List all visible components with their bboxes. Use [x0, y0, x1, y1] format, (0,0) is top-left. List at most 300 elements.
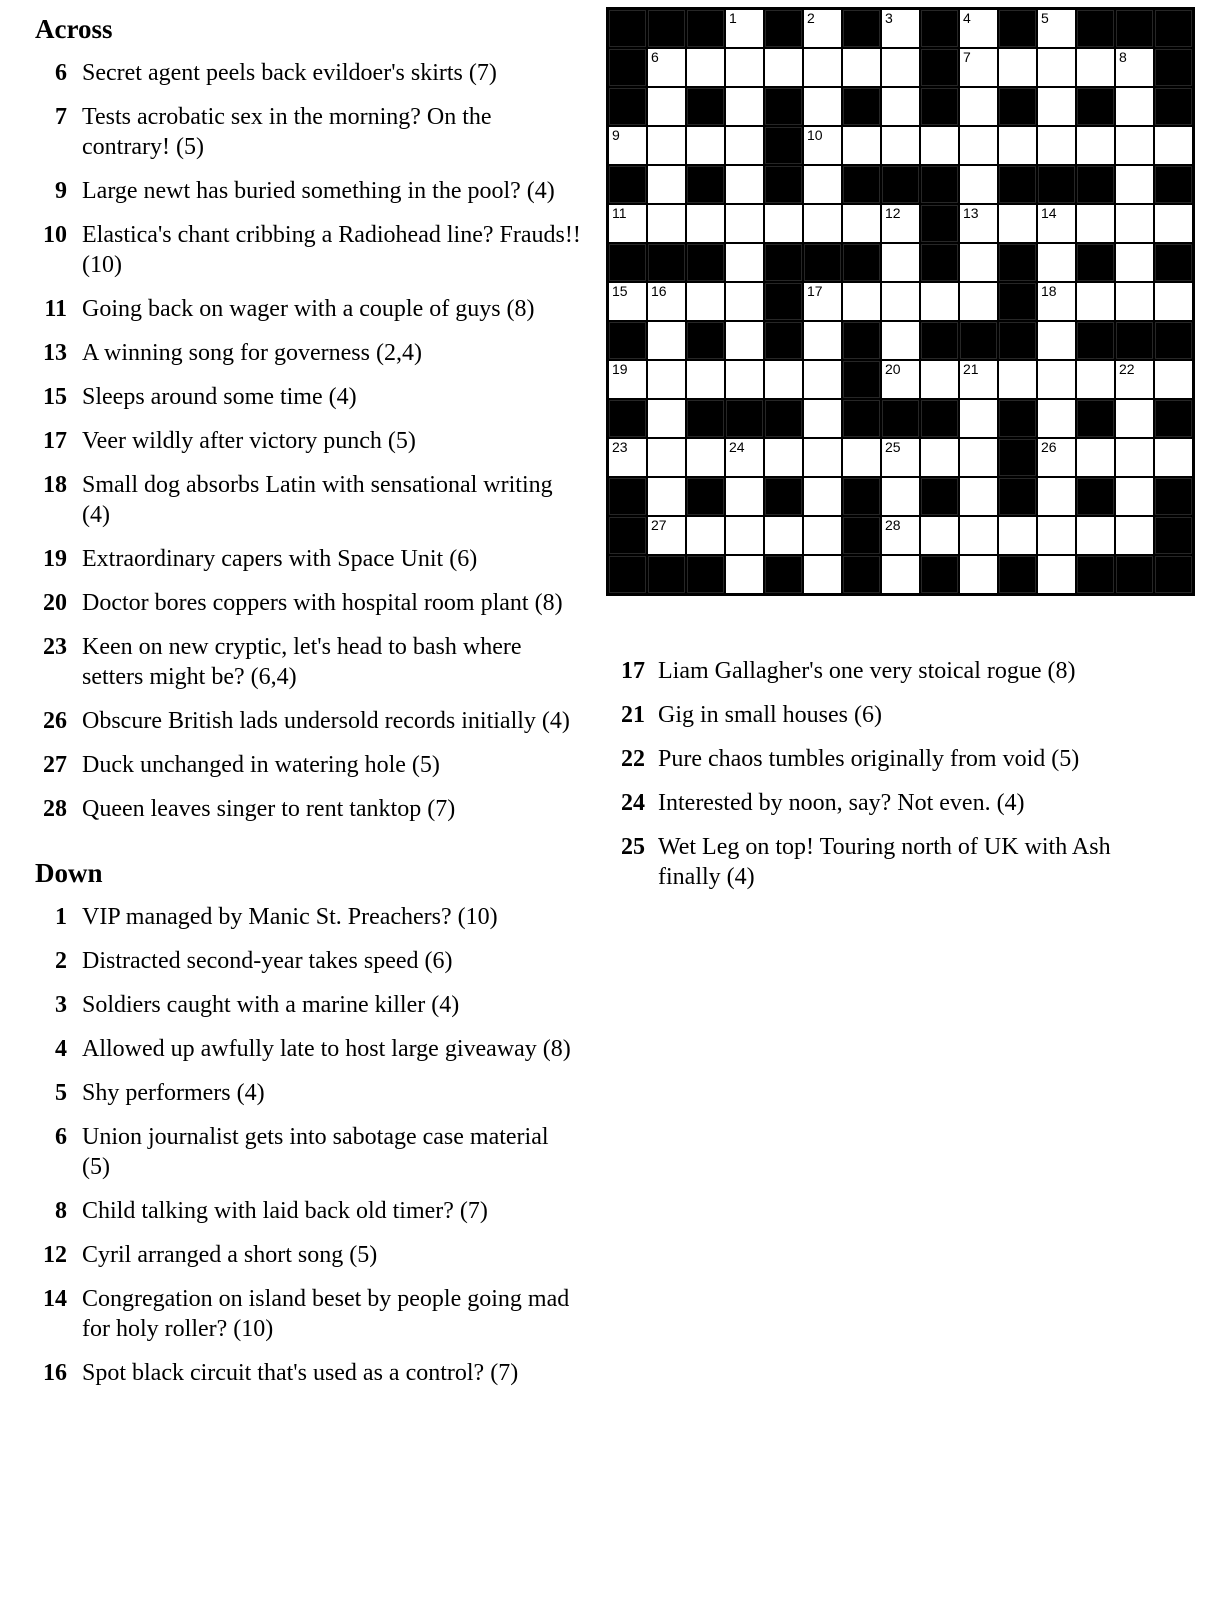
white-cell-r12c9[interactable] [921, 439, 958, 476]
clue-number: 17 [43, 428, 67, 454]
black-cell-r1c3 [687, 10, 724, 47]
white-cell-r8c15[interactable] [1155, 283, 1192, 320]
clue-across-17 [25, 426, 585, 456]
white-cell-r2c13[interactable] [1077, 49, 1114, 86]
black-cell-r1c5 [765, 10, 802, 47]
white-cell-r3c10[interactable] [960, 88, 997, 125]
white-cell-r14c10[interactable] [960, 517, 997, 554]
clue-text: Small dog absorbs Latin with sensational writing (4) [82, 472, 553, 528]
white-cell-r6c14[interactable] [1116, 205, 1153, 242]
white-cell-r14c3[interactable] [687, 517, 724, 554]
white-cell-r2c12[interactable] [1038, 49, 1075, 86]
white-cell-r13c8[interactable] [882, 478, 919, 515]
clue-down-12 [25, 1240, 585, 1270]
clue-across-11 [25, 294, 585, 324]
white-cell-r6c6[interactable] [804, 205, 841, 242]
white-cell-r15c4[interactable] [726, 556, 763, 593]
cell-number-28: 28 [885, 517, 901, 533]
white-cell-r14c5[interactable] [765, 517, 802, 554]
white-cell-r14c9[interactable] [921, 517, 958, 554]
black-cell-r1c1 [609, 10, 646, 47]
clue-number: 13 [43, 340, 67, 366]
cell-number-20: 20 [885, 361, 901, 377]
clue-text: Cyril arranged a short song (5) [82, 1242, 378, 1268]
black-cell-r8c11 [999, 283, 1036, 320]
clue-text: Interested by noon, say? Not even. (4) [658, 790, 1025, 816]
clue-down-5 [25, 1078, 585, 1108]
white-cell-r4c2[interactable] [648, 127, 685, 164]
cell-number-25: 25 [885, 439, 901, 455]
white-cell-r7c14[interactable] [1116, 244, 1153, 281]
black-cell-r7c9 [921, 244, 958, 281]
white-cell-r13c12[interactable] [1038, 478, 1075, 515]
black-cell-r13c9 [921, 478, 958, 515]
clue-across-13 [25, 338, 585, 368]
white-cell-r14c13[interactable] [1077, 517, 1114, 554]
white-cell-r3c2[interactable] [648, 88, 685, 125]
clue-text: Union journalist gets into sabotage case material (5) [82, 1124, 549, 1180]
white-cell-r12c3[interactable] [687, 439, 724, 476]
white-cell-r10c12[interactable] [1038, 361, 1075, 398]
white-cell-r6c10[interactable] [960, 205, 997, 242]
black-cell-r11c13 [1077, 400, 1114, 437]
black-cell-r13c11 [999, 478, 1036, 515]
white-cell-r6c4[interactable] [726, 205, 763, 242]
white-cell-r10c11[interactable] [999, 361, 1036, 398]
white-cell-r12c6[interactable] [804, 439, 841, 476]
white-cell-r8c4[interactable] [726, 283, 763, 320]
white-cell-r7c8[interactable] [882, 244, 919, 281]
white-cell-r11c12[interactable] [1038, 400, 1075, 437]
clue-column-left [25, 14, 585, 1402]
black-cell-r3c11 [999, 88, 1036, 125]
cell-number-6: 6 [651, 49, 659, 65]
white-cell-r14c11[interactable] [999, 517, 1036, 554]
white-cell-r5c2[interactable] [648, 166, 685, 203]
clue-down-1 [25, 902, 585, 932]
clue-number: 9 [55, 178, 67, 204]
black-cell-r12c11 [999, 439, 1036, 476]
white-cell-r10c6[interactable] [804, 361, 841, 398]
white-cell-r6c1[interactable] [609, 205, 646, 242]
white-cell-r6c13[interactable] [1077, 205, 1114, 242]
white-cell-r12c5[interactable] [765, 439, 802, 476]
black-cell-r15c15 [1155, 556, 1192, 593]
clue-number: 19 [43, 546, 67, 572]
white-cell-r4c8[interactable] [882, 127, 919, 164]
clue-text: Extraordinary capers with Space Unit (6) [82, 546, 478, 572]
white-cell-r13c2[interactable] [648, 478, 685, 515]
white-cell-r2c2[interactable] [648, 49, 685, 86]
white-cell-r2c6[interactable] [804, 49, 841, 86]
white-cell-r10c9[interactable] [921, 361, 958, 398]
black-cell-r14c7 [843, 517, 880, 554]
clue-number: 27 [43, 752, 67, 778]
black-cell-r9c5 [765, 322, 802, 359]
black-cell-r3c7 [843, 88, 880, 125]
white-cell-r4c1[interactable] [609, 127, 646, 164]
black-cell-r15c3 [687, 556, 724, 593]
cell-number-4: 4 [963, 10, 971, 26]
white-cell-r6c11[interactable] [999, 205, 1036, 242]
black-cell-r1c11 [999, 10, 1036, 47]
down-clue-list [25, 902, 585, 1388]
white-cell-r14c14[interactable] [1116, 517, 1153, 554]
black-cell-r15c5 [765, 556, 802, 593]
white-cell-r14c4[interactable] [726, 517, 763, 554]
cell-number-18: 18 [1041, 283, 1057, 299]
white-cell-r8c8[interactable] [882, 283, 919, 320]
clue-text: Wet Leg on top! Touring north of UK with Ash finally (4) [658, 834, 1111, 890]
white-cell-r7c10[interactable] [960, 244, 997, 281]
black-cell-r3c13 [1077, 88, 1114, 125]
black-cell-r9c14 [1116, 322, 1153, 359]
white-cell-r5c6[interactable] [804, 166, 841, 203]
white-cell-r2c14[interactable] [1116, 49, 1153, 86]
white-cell-r2c11[interactable] [999, 49, 1036, 86]
white-cell-r15c12[interactable] [1038, 556, 1075, 593]
down-continued-clue-list [600, 656, 1185, 892]
white-cell-r8c2[interactable] [648, 283, 685, 320]
clue-number: 16 [43, 1360, 67, 1386]
black-cell-r5c12 [1038, 166, 1075, 203]
white-cell-r5c14[interactable] [1116, 166, 1153, 203]
black-cell-r13c5 [765, 478, 802, 515]
black-cell-r1c9 [921, 10, 958, 47]
white-cell-r9c12[interactable] [1038, 322, 1075, 359]
white-cell-r6c12[interactable] [1038, 205, 1075, 242]
white-cell-r13c4[interactable] [726, 478, 763, 515]
white-cell-r3c14[interactable] [1116, 88, 1153, 125]
clue-text: Distracted second-year takes speed (6) [82, 948, 453, 974]
white-cell-r13c14[interactable] [1116, 478, 1153, 515]
clue-number: 7 [55, 104, 67, 130]
black-cell-r9c10 [960, 322, 997, 359]
cell-number-5: 5 [1041, 10, 1049, 26]
white-cell-r8c7[interactable] [843, 283, 880, 320]
black-cell-r13c7 [843, 478, 880, 515]
black-cell-r2c9 [921, 49, 958, 86]
white-cell-r12c7[interactable] [843, 439, 880, 476]
black-cell-r8c5 [765, 283, 802, 320]
cell-number-7: 7 [963, 49, 971, 65]
white-cell-r10c1[interactable] [609, 361, 646, 398]
black-cell-r11c15 [1155, 400, 1192, 437]
white-cell-r10c14[interactable] [1116, 361, 1153, 398]
white-cell-r8c13[interactable] [1077, 283, 1114, 320]
white-cell-r12c13[interactable] [1077, 439, 1114, 476]
clue-text: Keen on new cryptic, let's head to bash where setters might be? (6,4) [82, 634, 522, 690]
clue-text: Doctor bores coppers with hospital room plant (8) [82, 590, 563, 616]
white-cell-r10c15[interactable] [1155, 361, 1192, 398]
cell-number-24: 24 [729, 439, 745, 455]
clue-number: 1 [55, 904, 67, 930]
clue-number: 17 [621, 658, 645, 684]
white-cell-r4c9[interactable] [921, 127, 958, 164]
white-cell-r2c4[interactable] [726, 49, 763, 86]
white-cell-r13c10[interactable] [960, 478, 997, 515]
white-cell-r4c7[interactable] [843, 127, 880, 164]
white-cell-r6c7[interactable] [843, 205, 880, 242]
clue-down-2 [25, 946, 585, 976]
white-cell-r12c12[interactable] [1038, 439, 1075, 476]
clue-number: 14 [43, 1286, 67, 1312]
white-cell-r2c5[interactable] [765, 49, 802, 86]
white-cell-r9c8[interactable] [882, 322, 919, 359]
white-cell-r10c3[interactable] [687, 361, 724, 398]
white-cell-r1c10[interactable] [960, 10, 997, 47]
black-cell-r13c3 [687, 478, 724, 515]
white-cell-r8c9[interactable] [921, 283, 958, 320]
cell-number-1: 1 [729, 10, 737, 26]
white-cell-r6c5[interactable] [765, 205, 802, 242]
black-cell-r1c2 [648, 10, 685, 47]
black-cell-r10c7 [843, 361, 880, 398]
black-cell-r7c6 [804, 244, 841, 281]
black-cell-r14c15 [1155, 517, 1192, 554]
black-cell-r7c15 [1155, 244, 1192, 281]
black-cell-r13c15 [1155, 478, 1192, 515]
black-cell-r15c13 [1077, 556, 1114, 593]
white-cell-r15c6[interactable] [804, 556, 841, 593]
clue-column-right [600, 656, 1185, 906]
cell-number-22: 22 [1119, 361, 1135, 377]
white-cell-r9c2[interactable] [648, 322, 685, 359]
white-cell-r5c10[interactable] [960, 166, 997, 203]
black-cell-r1c13 [1077, 10, 1114, 47]
clue-across-7 [25, 102, 585, 162]
white-cell-r4c10[interactable] [960, 127, 997, 164]
white-cell-r8c14[interactable] [1116, 283, 1153, 320]
white-cell-r8c1[interactable] [609, 283, 646, 320]
black-cell-r13c1 [609, 478, 646, 515]
black-cell-r3c3 [687, 88, 724, 125]
black-cell-r3c15 [1155, 88, 1192, 125]
white-cell-r10c2[interactable] [648, 361, 685, 398]
white-cell-r6c2[interactable] [648, 205, 685, 242]
white-cell-r1c4[interactable] [726, 10, 763, 47]
clue-down-21 [600, 700, 1185, 730]
white-cell-r4c14[interactable] [1116, 127, 1153, 164]
white-cell-r1c12[interactable] [1038, 10, 1075, 47]
cell-number-16: 16 [651, 283, 667, 299]
white-cell-r8c10[interactable] [960, 283, 997, 320]
white-cell-r7c4[interactable] [726, 244, 763, 281]
black-cell-r7c2 [648, 244, 685, 281]
black-cell-r5c13 [1077, 166, 1114, 203]
white-cell-r6c3[interactable] [687, 205, 724, 242]
clue-across-10 [25, 220, 585, 280]
cell-number-19: 19 [612, 361, 628, 377]
clue-down-4 [25, 1034, 585, 1064]
black-cell-r15c7 [843, 556, 880, 593]
clue-number: 5 [55, 1080, 67, 1106]
clue-text: Large newt has buried something in the pool? (4) [82, 178, 555, 204]
clue-text: Allowed up awfully late to host large giveaway (8) [82, 1036, 571, 1062]
black-cell-r5c15 [1155, 166, 1192, 203]
clue-text: VIP managed by Manic St. Preachers? (10) [82, 904, 498, 930]
white-cell-r8c3[interactable] [687, 283, 724, 320]
white-cell-r12c15[interactable] [1155, 439, 1192, 476]
clue-down-6 [25, 1122, 585, 1182]
white-cell-r12c14[interactable] [1116, 439, 1153, 476]
white-cell-r14c2[interactable] [648, 517, 685, 554]
clue-number: 2 [55, 948, 67, 974]
cell-number-11: 11 [612, 205, 627, 221]
cell-number-27: 27 [651, 517, 667, 533]
clue-down-17 [600, 656, 1185, 686]
white-cell-r12c8[interactable] [882, 439, 919, 476]
clue-number: 25 [621, 834, 645, 860]
black-cell-r9c7 [843, 322, 880, 359]
clue-number: 4 [55, 1036, 67, 1062]
black-cell-r15c14 [1116, 556, 1153, 593]
white-cell-r13c6[interactable] [804, 478, 841, 515]
cell-number-3: 3 [885, 10, 893, 26]
black-cell-r5c3 [687, 166, 724, 203]
white-cell-r15c8[interactable] [882, 556, 919, 593]
black-cell-r5c1 [609, 166, 646, 203]
clue-text: Duck unchanged in watering hole (5) [82, 752, 440, 778]
clue-down-25 [600, 832, 1185, 892]
clue-number: 23 [43, 634, 67, 660]
white-cell-r15c10[interactable] [960, 556, 997, 593]
white-cell-r4c3[interactable] [687, 127, 724, 164]
black-cell-r15c1 [609, 556, 646, 593]
black-cell-r5c5 [765, 166, 802, 203]
clue-across-19 [25, 544, 585, 574]
white-cell-r3c12[interactable] [1038, 88, 1075, 125]
clue-across-18 [25, 470, 585, 530]
clue-down-16 [25, 1358, 585, 1388]
white-cell-r10c10[interactable] [960, 361, 997, 398]
white-cell-r11c10[interactable] [960, 400, 997, 437]
black-cell-r3c1 [609, 88, 646, 125]
black-cell-r2c15 [1155, 49, 1192, 86]
white-cell-r9c6[interactable] [804, 322, 841, 359]
black-cell-r3c5 [765, 88, 802, 125]
white-cell-r12c1[interactable] [609, 439, 646, 476]
black-cell-r1c7 [843, 10, 880, 47]
cell-number-21: 21 [963, 361, 979, 377]
white-cell-r4c13[interactable] [1077, 127, 1114, 164]
clue-down-14 [25, 1284, 585, 1344]
clue-text: Shy performers (4) [82, 1080, 265, 1106]
clue-number: 6 [55, 1124, 67, 1150]
black-cell-r5c7 [843, 166, 880, 203]
clue-text: Veer wildly after victory punch (5) [82, 428, 416, 454]
white-cell-r3c4[interactable] [726, 88, 763, 125]
black-cell-r5c11 [999, 166, 1036, 203]
black-cell-r1c15 [1155, 10, 1192, 47]
clue-across-23 [25, 632, 585, 692]
white-cell-r6c8[interactable] [882, 205, 919, 242]
black-cell-r11c7 [843, 400, 880, 437]
clue-down-22 [600, 744, 1185, 774]
cell-number-15: 15 [612, 283, 628, 299]
white-cell-r14c12[interactable] [1038, 517, 1075, 554]
clue-down-3 [25, 990, 585, 1020]
white-cell-r14c6[interactable] [804, 517, 841, 554]
white-cell-r3c8[interactable] [882, 88, 919, 125]
white-cell-r6c15[interactable] [1155, 205, 1192, 242]
across-heading: Across [35, 14, 113, 44]
black-cell-r9c15 [1155, 322, 1192, 359]
white-cell-r4c15[interactable] [1155, 127, 1192, 164]
white-cell-r5c4[interactable] [726, 166, 763, 203]
black-cell-r11c11 [999, 400, 1036, 437]
clue-text: Liam Gallagher's one very stoical rogue (8) [658, 658, 1076, 684]
cell-number-9: 9 [612, 127, 620, 143]
white-cell-r1c6[interactable] [804, 10, 841, 47]
clue-text: Pure chaos tumbles originally from void (5) [658, 746, 1080, 772]
white-cell-r10c4[interactable] [726, 361, 763, 398]
cell-number-14: 14 [1041, 205, 1057, 221]
black-cell-r11c4 [726, 400, 763, 437]
white-cell-r4c6[interactable] [804, 127, 841, 164]
black-cell-r7c13 [1077, 244, 1114, 281]
black-cell-r7c1 [609, 244, 646, 281]
clue-number: 28 [43, 796, 67, 822]
cell-number-12: 12 [885, 205, 901, 221]
white-cell-r9c4[interactable] [726, 322, 763, 359]
black-cell-r5c8 [882, 166, 919, 203]
white-cell-r2c8[interactable] [882, 49, 919, 86]
white-cell-r3c6[interactable] [804, 88, 841, 125]
white-cell-r12c4[interactable] [726, 439, 763, 476]
white-cell-r2c7[interactable] [843, 49, 880, 86]
white-cell-r12c2[interactable] [648, 439, 685, 476]
white-cell-r10c13[interactable] [1077, 361, 1114, 398]
black-cell-r6c9 [921, 205, 958, 242]
black-cell-r13c13 [1077, 478, 1114, 515]
white-cell-r8c12[interactable] [1038, 283, 1075, 320]
white-cell-r7c12[interactable] [1038, 244, 1075, 281]
clue-text: A winning song for governess (2,4) [82, 340, 422, 366]
clue-down-8 [25, 1196, 585, 1226]
cell-number-13: 13 [963, 205, 979, 221]
clue-number: 11 [44, 296, 67, 322]
clue-number: 6 [55, 60, 67, 86]
crossword-grid[interactable] [606, 7, 1195, 596]
white-cell-r4c11[interactable] [999, 127, 1036, 164]
clue-text: Secret agent peels back evildoer's skirts (7) [82, 60, 497, 86]
white-cell-r1c8[interactable] [882, 10, 919, 47]
white-cell-r4c12[interactable] [1038, 127, 1075, 164]
black-cell-r11c1 [609, 400, 646, 437]
clue-text: Going back on wager with a couple of guys (8) [82, 296, 535, 322]
clue-across-15 [25, 382, 585, 412]
white-cell-r11c14[interactable] [1116, 400, 1153, 437]
white-cell-r11c6[interactable] [804, 400, 841, 437]
clue-text: Queen leaves singer to rent tanktop (7) [82, 796, 456, 822]
black-cell-r11c5 [765, 400, 802, 437]
white-cell-r12c10[interactable] [960, 439, 997, 476]
white-cell-r8c6[interactable] [804, 283, 841, 320]
white-cell-r2c3[interactable] [687, 49, 724, 86]
white-cell-r11c2[interactable] [648, 400, 685, 437]
white-cell-r10c5[interactable] [765, 361, 802, 398]
white-cell-r10c8[interactable] [882, 361, 919, 398]
white-cell-r4c4[interactable] [726, 127, 763, 164]
white-cell-r2c10[interactable] [960, 49, 997, 86]
clue-number: 8 [55, 1198, 67, 1224]
clue-number: 20 [43, 590, 67, 616]
clue-text: Sleeps around some time (4) [82, 384, 357, 410]
black-cell-r1c14 [1116, 10, 1153, 47]
white-cell-r14c8[interactable] [882, 517, 919, 554]
black-cell-r3c9 [921, 88, 958, 125]
